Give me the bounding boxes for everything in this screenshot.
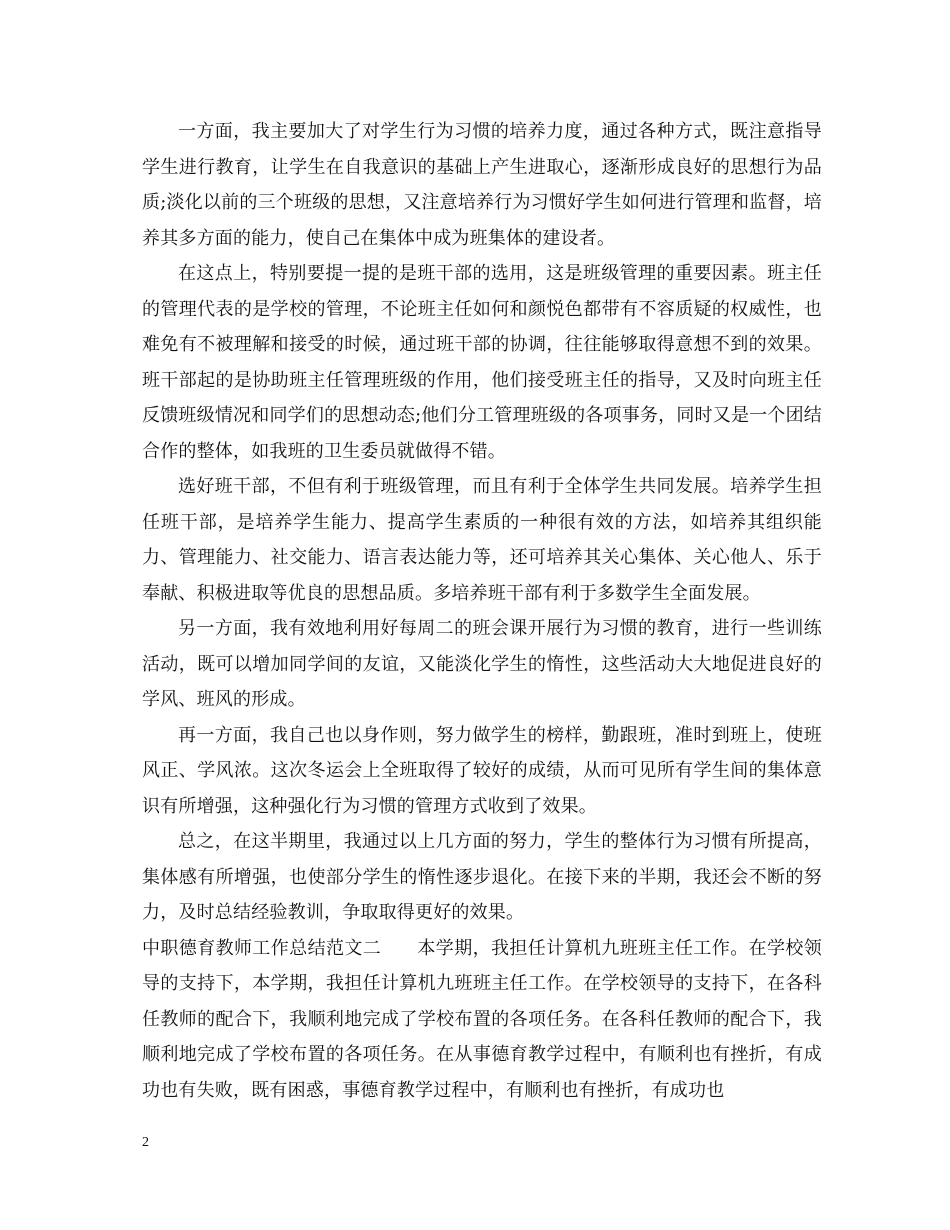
paragraph-2: 在这点上，特别要提一提的是班干部的选用，这是班级管理的重要因素。班主任的管理代表的是学校的管理，不论班主任如何和颜悦色都带有不容质疑的权威性，也难免有不被理解和接受的时候，通过班干部的协调，往往能够取得意想不到的效果。班干部起的是协助班主任管理班级的作用，他们接受班主任的指导，又及时向班主任反馈班级情况和同学们的思想动态;他们分工管理班级的各项事务，同时又是一个团结合作的整体，如我班的卫生委员就做得不错。: [142, 263, 822, 462]
paragraph-6: 总之，在这半期里，我通过以上几方面的努力，学生的整体行为习惯有所提高，集体感有所增强，也使部分学生的惰性逐步退化。在接下来的半期，我还会不断的努力，及时总结经验教训，争取取得更好的效果。: [142, 831, 822, 923]
document-body: [142, 114, 822, 1108]
paragraph-4: 另一方面，我有效地利用好每周二的班会课开展行为习惯的教育，进行一些训练活动，既可以增加同学间的友谊，又能淡化学生的惰性，这些活动大大地促进良好的学风、班风的形成。: [142, 618, 822, 710]
paragraph-5: 再一方面，我自己也以身作则，努力做学生的榜样，勤跟班，准时到班上，使班风正、学风浓。这次冬运会上全班取得了较好的成绩，从而可见所有学生间的集体意识有所增强，这种强化行为习惯的管理方式收到了效果。: [142, 724, 822, 817]
paragraph-1: 一方面，我主要加大了对学生行为习惯的培养力度，通过各种方式，既注意指导学生进行教育，让学生在自我意识的基础上产生进取心，逐渐形成良好的思想行为品质;淡化以前的三个班级的思想，又注意培养行为习惯好学生如何进行管理和监督，培养其多方面的能力，使自己在集体中成为班集体的建设者。: [142, 121, 822, 249]
paragraph-3: 选好班干部，不但有利于班级管理，而且有利于全体学生共同发展。培养学生担任班干部，是培养学生能力、提高学生素质的一种很有效的方法，如培养其组织能力、管理能力、社交能力、语言表达能力等，还可培养其关心集体、关心他人、乐于奉献、积极进取等优良的思想品质。多培养班干部有利于多数学生全面发展。: [142, 476, 822, 604]
page-number: 2: [142, 1135, 149, 1150]
section-heading: 中职德育教师工作总结范文二: [142, 937, 382, 959]
paragraph-7: [142, 931, 822, 1109]
section-body: 本学期，我担任计算机九班班主任工作。在学校领导的支持下，本学期，我担任计算机九班班主任工作。在学校领导的支持下，在各科任教师的配合下，我顺利地完成了学校布置的各项任务。在各科任教师的配合下，我顺利地完成了学校布置的各项任务。在从事德育教学过程中，有顺利也有挫折，有成功也有失败，既有困惑，事德育教学过程中，有顺利也有挫折，有成功也: [142, 937, 822, 1101]
